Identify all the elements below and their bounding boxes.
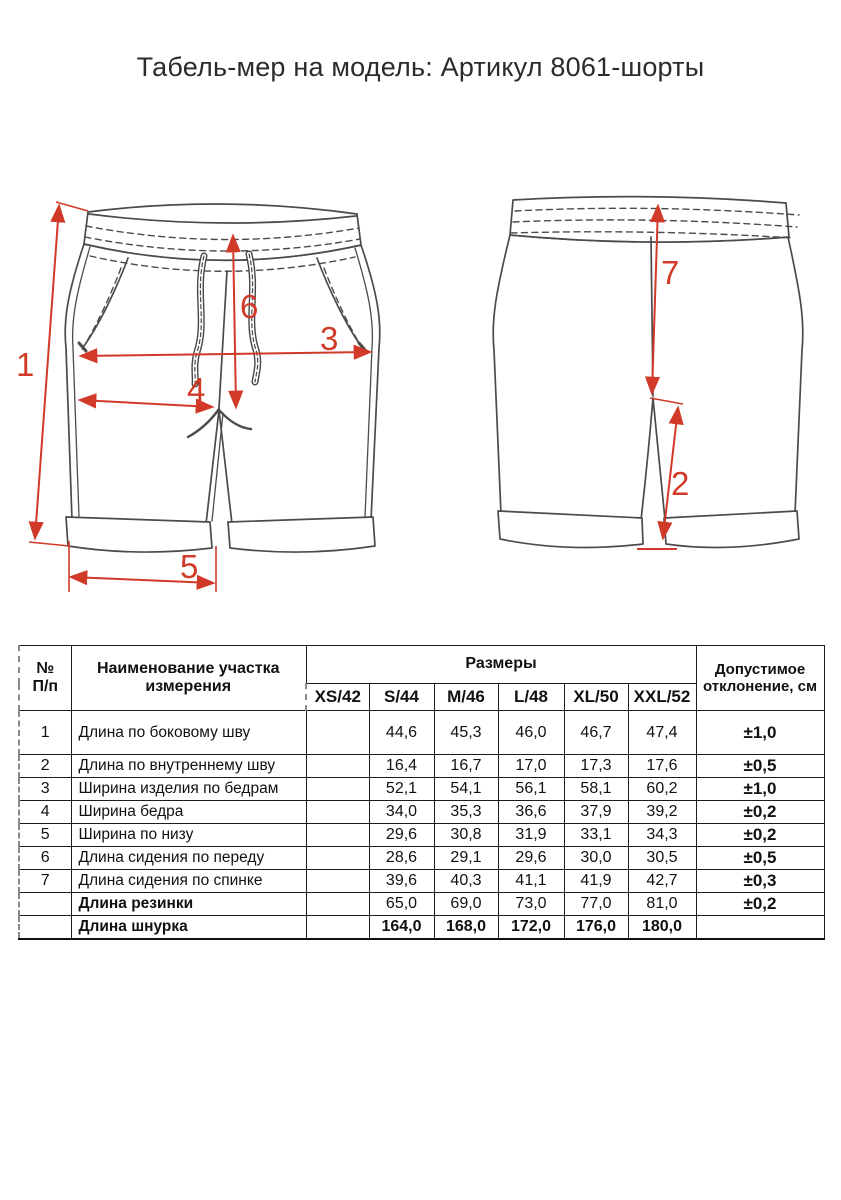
measurement-table-body bbox=[19, 711, 824, 939]
technical-drawings bbox=[0, 150, 841, 620]
row-value-cell: 77,0 bbox=[564, 893, 628, 916]
back-view-drawing bbox=[493, 197, 803, 548]
dim-label-3: 3 bbox=[320, 320, 339, 357]
row-value-cell: 30,8 bbox=[434, 824, 498, 847]
measurement-table bbox=[18, 645, 825, 940]
back-cuff-right bbox=[664, 511, 799, 548]
back-body-outline bbox=[493, 235, 803, 520]
row-number-cell bbox=[19, 916, 71, 939]
row-value-cell: 56,1 bbox=[498, 778, 564, 801]
dim-label-5: 5 bbox=[180, 548, 199, 585]
front-cuff-right bbox=[228, 517, 375, 552]
row-value-cell: 16,4 bbox=[369, 755, 434, 778]
row-value-cell bbox=[306, 847, 369, 870]
row-value-cell: 29,6 bbox=[369, 824, 434, 847]
row-value-cell: 41,1 bbox=[498, 870, 564, 893]
row-value-cell: 31,9 bbox=[498, 824, 564, 847]
row-value-cell: 46,7 bbox=[564, 711, 628, 755]
row-name-cell: Длина резинки bbox=[71, 893, 306, 916]
row-value-cell bbox=[306, 870, 369, 893]
row-value-cell: 172,0 bbox=[498, 916, 564, 939]
row-value-cell bbox=[306, 916, 369, 939]
row-value-cell: 41,9 bbox=[564, 870, 628, 893]
header-size-xl50: XL/50 bbox=[564, 684, 628, 711]
row-value-cell: 35,3 bbox=[434, 801, 498, 824]
row-value-cell: 17,6 bbox=[628, 755, 696, 778]
row-value-cell: 54,1 bbox=[434, 778, 498, 801]
dim-label-4: 4 bbox=[187, 371, 206, 408]
row-value-cell: 28,6 bbox=[369, 847, 434, 870]
row-value-cell: 36,6 bbox=[498, 801, 564, 824]
table-row bbox=[19, 824, 824, 847]
row-tolerance-cell: ±1,0 bbox=[696, 778, 824, 801]
row-value-cell bbox=[306, 801, 369, 824]
row-value-cell: 60,2 bbox=[628, 778, 696, 801]
header-size-xs42: XS/42 bbox=[306, 684, 369, 711]
row-number-cell: 5 bbox=[19, 824, 71, 847]
row-value-cell: 45,3 bbox=[434, 711, 498, 755]
row-value-cell: 52,1 bbox=[369, 778, 434, 801]
back-cuff-left bbox=[498, 511, 643, 548]
row-name-cell: Длина сидения по переду bbox=[71, 847, 306, 870]
row-value-cell: 33,1 bbox=[564, 824, 628, 847]
row-value-cell: 17,3 bbox=[564, 755, 628, 778]
front-view-drawing bbox=[65, 204, 380, 552]
table-row bbox=[19, 916, 824, 939]
row-value-cell bbox=[306, 711, 369, 755]
row-name-cell: Длина по боковому шву bbox=[71, 711, 306, 755]
row-number-cell: 7 bbox=[19, 870, 71, 893]
row-number-cell: 1 bbox=[19, 711, 71, 755]
row-value-cell: 29,6 bbox=[498, 847, 564, 870]
table-row bbox=[19, 893, 824, 916]
page-title: Табель-мер на модель: Артикул 8061-шорты bbox=[136, 52, 705, 82]
row-value-cell: 17,0 bbox=[498, 755, 564, 778]
row-value-cell: 47,4 bbox=[628, 711, 696, 755]
row-value-cell: 30,0 bbox=[564, 847, 628, 870]
row-number-cell: 2 bbox=[19, 755, 71, 778]
row-tolerance-cell: ±1,0 bbox=[696, 711, 824, 755]
table-row bbox=[19, 847, 824, 870]
header-sizes-title: Размеры bbox=[306, 646, 696, 684]
dim-label-6: 6 bbox=[240, 288, 259, 325]
row-value-cell: 44,6 bbox=[369, 711, 434, 755]
row-value-cell: 58,1 bbox=[564, 778, 628, 801]
header-size-l48: L/48 bbox=[498, 684, 564, 711]
row-value-cell: 46,0 bbox=[498, 711, 564, 755]
row-tolerance-cell: ±0,5 bbox=[696, 847, 824, 870]
row-value-cell: 16,7 bbox=[434, 755, 498, 778]
table-row bbox=[19, 778, 824, 801]
header-size-m46: M/46 bbox=[434, 684, 498, 711]
row-value-cell bbox=[306, 824, 369, 847]
row-value-cell: 37,9 bbox=[564, 801, 628, 824]
table-row bbox=[19, 870, 824, 893]
row-tolerance-cell: ±0,2 bbox=[696, 893, 824, 916]
row-name-cell: Длина шнурка bbox=[71, 916, 306, 939]
header-size-s44: S/44 bbox=[369, 684, 434, 711]
row-value-cell: 176,0 bbox=[564, 916, 628, 939]
row-value-cell: 168,0 bbox=[434, 916, 498, 939]
row-value-cell: 34,0 bbox=[369, 801, 434, 824]
table-header bbox=[19, 646, 824, 711]
row-number-cell bbox=[19, 893, 71, 916]
header-size-xxl52: XXL/52 bbox=[628, 684, 696, 711]
dim-label-1: 1 bbox=[16, 346, 35, 383]
front-waistband bbox=[84, 204, 361, 260]
row-value-cell: 39,2 bbox=[628, 801, 696, 824]
row-value-cell: 73,0 bbox=[498, 893, 564, 916]
row-name-cell: Ширина по низу bbox=[71, 824, 306, 847]
row-value-cell: 164,0 bbox=[369, 916, 434, 939]
dim-label-7: 7 bbox=[661, 254, 680, 291]
front-cuff-left bbox=[66, 517, 212, 552]
header-num bbox=[19, 646, 71, 711]
header-tolerance: Допустимое отклонение, см bbox=[696, 646, 824, 711]
front-body-outline bbox=[65, 244, 380, 524]
row-tolerance-cell: ±0,2 bbox=[696, 801, 824, 824]
row-name-cell: Ширина изделия по бедрам bbox=[71, 778, 306, 801]
table-row bbox=[19, 711, 824, 755]
row-value-cell: 29,1 bbox=[434, 847, 498, 870]
row-name-cell: Ширина бедра bbox=[71, 801, 306, 824]
row-value-cell bbox=[306, 755, 369, 778]
row-value-cell bbox=[306, 778, 369, 801]
row-tolerance-cell: ±0,5 bbox=[696, 755, 824, 778]
row-tolerance-cell: ±0,2 bbox=[696, 824, 824, 847]
header-num-line1: № bbox=[36, 659, 55, 677]
row-value-cell: 69,0 bbox=[434, 893, 498, 916]
row-name-cell: Длина по внутреннему шву bbox=[71, 755, 306, 778]
row-value-cell: 65,0 bbox=[369, 893, 434, 916]
row-tolerance-cell: ±0,3 bbox=[696, 870, 824, 893]
header-name: Наименование участка измерения bbox=[71, 646, 306, 711]
row-value-cell: 30,5 bbox=[628, 847, 696, 870]
row-value-cell: 34,3 bbox=[628, 824, 696, 847]
row-name-cell: Длина сидения по спинке bbox=[71, 870, 306, 893]
row-value-cell: 40,3 bbox=[434, 870, 498, 893]
row-value-cell bbox=[306, 893, 369, 916]
row-number-cell: 4 bbox=[19, 801, 71, 824]
table-row bbox=[19, 755, 824, 778]
row-value-cell: 81,0 bbox=[628, 893, 696, 916]
row-value-cell: 180,0 bbox=[628, 916, 696, 939]
dim-label-2: 2 bbox=[671, 465, 690, 502]
row-value-cell: 39,6 bbox=[369, 870, 434, 893]
row-number-cell: 6 bbox=[19, 847, 71, 870]
table-row bbox=[19, 801, 824, 824]
header-num-line2: П/п bbox=[32, 678, 59, 695]
row-number-cell: 3 bbox=[19, 778, 71, 801]
row-value-cell: 42,7 bbox=[628, 870, 696, 893]
row-tolerance-cell bbox=[696, 916, 824, 939]
